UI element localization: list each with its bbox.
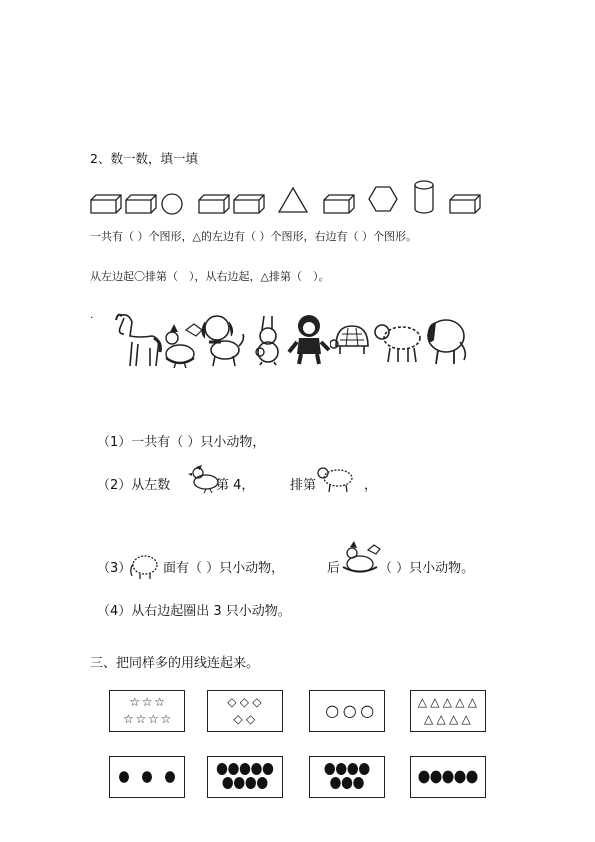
symbol-mark: △: [424, 712, 434, 726]
symbol-mark: ◇: [246, 712, 256, 726]
dot-mark: [431, 771, 442, 784]
dog-icon: [197, 312, 247, 372]
symbol-mark: △: [430, 695, 440, 709]
symbol-mark: ◇: [252, 695, 262, 709]
top-box-3: [309, 690, 385, 732]
dot-mark: [263, 763, 273, 775]
dot-mark: [336, 763, 346, 775]
dot-mark: [257, 777, 267, 789]
question-3-end: （ ）只小动物。: [379, 561, 475, 576]
symbol-mark: ◇: [239, 695, 249, 709]
cuboid-shape: [449, 194, 481, 218]
question-line-2: 从左边起〇排第（ ），从右边起，△排第（ ）。: [90, 270, 330, 283]
symbol-mark: △: [449, 712, 459, 726]
symbol-mark: ☆: [148, 712, 159, 726]
dot-mark: [142, 771, 152, 783]
duck-small-icon-2: [340, 540, 384, 584]
symbol-mark: ☆: [154, 695, 166, 709]
dot-mark: [223, 777, 233, 789]
dot-mark: [246, 777, 256, 789]
top-box-2: [207, 690, 283, 732]
dot-mark: [342, 777, 352, 789]
elephant-icon: [420, 314, 470, 370]
symbol-mark: △: [467, 695, 477, 709]
symbol-mark: △: [461, 712, 471, 726]
question-2-rank: 排第: [290, 478, 317, 493]
cuboid-shape: [198, 194, 230, 218]
cuboid-shape: [125, 194, 157, 218]
dot-mark: [228, 763, 238, 775]
bottom-box-2: [207, 756, 283, 798]
symbol-mark: △: [442, 695, 452, 709]
question-1: （1）一共有（ ）只小动物，: [97, 435, 266, 450]
bottom-box-4: [410, 756, 486, 798]
dot-mark: [240, 763, 250, 775]
question-2-mid: 第 4，: [216, 478, 255, 493]
dot-mark: [330, 777, 340, 789]
symbol-mark: △: [455, 695, 465, 709]
dot-mark: [234, 777, 244, 789]
dot-mark: [443, 771, 454, 784]
dot-mark: [353, 777, 363, 789]
symbol-mark: ◇: [233, 712, 243, 726]
circle-shape: [160, 192, 184, 220]
dot-mark: [119, 771, 129, 783]
question-3-start: （3）: [97, 561, 132, 576]
hexagon-shape: [368, 186, 398, 216]
cuboid-shape: [233, 194, 265, 218]
symbol-mark: △: [436, 712, 446, 726]
symbol-mark: ◇: [227, 695, 237, 709]
question-line-1: 一共有（ ）个图形，△的左边有（ ）个图形，右边有（ ）个图形。: [90, 230, 417, 243]
cylinder-shape: [413, 180, 435, 218]
cuboid-shape: [323, 194, 355, 218]
symbol-mark: ☆: [160, 712, 172, 726]
symbol-mark: ○: [325, 701, 340, 720]
symbol-mark: ○: [342, 701, 357, 720]
dot-mark: [359, 763, 369, 775]
question-2-start: （2）从左数: [97, 478, 171, 493]
dot-mark: [348, 763, 358, 775]
section-3-title: 三、把同样多的用线连起来。: [90, 656, 260, 671]
elephant-small-icon: [128, 552, 162, 584]
dot-mark: [217, 763, 227, 775]
sheep-icon: [372, 318, 424, 368]
monkey-icon: [287, 312, 331, 370]
rabbit-icon: [250, 314, 286, 370]
top-box-1: [109, 690, 185, 732]
dot-mark: [467, 771, 478, 784]
triangle-shape: [277, 186, 309, 218]
dot-mark: [455, 771, 466, 784]
top-box-4: [410, 690, 486, 732]
symbol-mark: ☆: [135, 712, 147, 726]
stray-dot: .: [90, 308, 94, 321]
turtle-icon: [330, 320, 372, 364]
section-title: 2、数一数，填一填: [90, 151, 198, 166]
question-2-end: ，: [364, 478, 378, 493]
question-3-mid: 面有（ ）只小动物，: [163, 561, 285, 576]
cuboid-shape: [90, 194, 122, 218]
dot-mark: [325, 763, 335, 775]
question-3-after: 后: [327, 561, 341, 576]
dot-mark: [165, 771, 175, 783]
dot-mark: [419, 771, 430, 784]
symbol-mark: ☆: [141, 695, 153, 709]
symbol-mark: ☆: [123, 712, 134, 726]
symbol-mark: ☆: [129, 695, 141, 709]
symbol-mark: ○: [360, 701, 375, 720]
symbol-mark: △: [417, 695, 427, 709]
sheep-small-icon: [316, 463, 356, 497]
bottom-box-1: [109, 756, 185, 798]
dot-mark: [251, 763, 261, 775]
horse-icon: [110, 312, 162, 374]
question-4: （4）从右边起圈出 3 只小动物。: [97, 604, 291, 619]
bottom-box-3: [309, 756, 385, 798]
